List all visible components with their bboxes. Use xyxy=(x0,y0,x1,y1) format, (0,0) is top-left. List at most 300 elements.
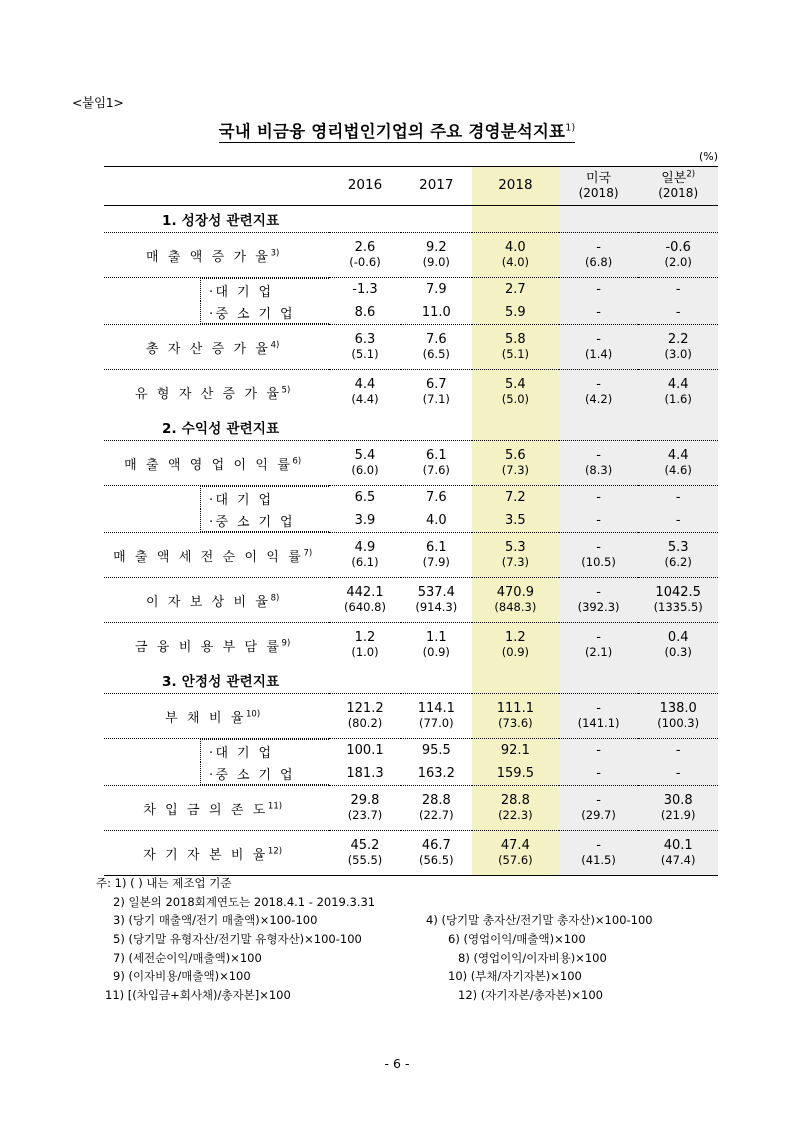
cell-us xyxy=(559,233,639,278)
column-header-sublabel: (2018) xyxy=(658,185,699,200)
cell-value: - xyxy=(596,630,601,646)
cell-y2017 xyxy=(401,533,472,578)
cell-value: 6.7 xyxy=(425,377,447,393)
section-header-spacer xyxy=(559,667,639,694)
section-header-spacer xyxy=(329,206,400,233)
cell-y2016 xyxy=(329,233,400,278)
cell-value: - xyxy=(675,743,681,758)
cell-value-manufacturing: (0.3) xyxy=(664,644,692,659)
cell-y2017 xyxy=(401,831,472,876)
section-header-row xyxy=(104,206,718,233)
cell-value-manufacturing: (4.2) xyxy=(584,391,613,406)
cell-y2017 xyxy=(401,578,472,623)
section-header-spacer xyxy=(472,667,559,694)
footnote-right-text: 8) (영업이익/이자비용)×100 xyxy=(458,950,607,965)
table-subrow xyxy=(104,739,718,763)
column-header-y2018 xyxy=(472,167,559,206)
cell-y2016 xyxy=(329,301,400,325)
cell-value: 6.1 xyxy=(425,540,447,556)
cell-value: - xyxy=(596,701,601,717)
indicators-table-wrap xyxy=(104,166,718,876)
cell-value: 442.1 xyxy=(346,585,384,601)
cell-us xyxy=(559,509,639,533)
cell-y2016 xyxy=(329,441,400,486)
cell-value: 5.3 xyxy=(505,540,526,556)
row-label-superscript: 5) xyxy=(281,385,291,396)
row-label-text: 차 입 금 의 존 도 xyxy=(143,802,268,818)
cell-value: 5.9 xyxy=(505,305,526,320)
cell-value-manufacturing: (21.9) xyxy=(660,807,696,822)
cell-value-manufacturing: (0.9) xyxy=(422,644,450,659)
cell-y2018 xyxy=(472,486,559,510)
column-header-label: 미국 xyxy=(586,171,612,186)
footnote-line xyxy=(96,949,746,968)
row-label-superscript: 8) xyxy=(270,593,280,604)
row-sublabel-box: ·대 기 업 xyxy=(200,486,329,509)
cell-value: - xyxy=(596,448,601,464)
cell-value: - xyxy=(596,838,601,854)
cell-value-manufacturing: (29.7) xyxy=(581,807,616,822)
footnote-left-text: 5) (당기말 유형자산/전기말 유형자산)×100-100 xyxy=(113,931,362,946)
cell-value: 3.9 xyxy=(354,513,376,528)
cell-value: - xyxy=(596,240,601,256)
unit-label: (%) xyxy=(698,150,718,163)
cell-value: 4.0 xyxy=(425,513,447,528)
row-label-text: 매 출 액 영 업 이 익 률 xyxy=(124,457,293,473)
cell-value: 159.5 xyxy=(496,766,534,781)
cell-jp xyxy=(638,533,718,578)
section-header-label: 1. 성장성 관련지표 xyxy=(104,206,329,233)
cell-jp xyxy=(638,694,718,739)
row-label-text: 이 자 보 상 비 율 xyxy=(145,594,271,610)
cell-value: 2.7 xyxy=(505,282,526,297)
row-label-superscript: 4) xyxy=(270,340,280,351)
cell-value-manufacturing: (73.6) xyxy=(498,715,533,730)
table-row xyxy=(104,533,718,578)
row-label-superscript: 11) xyxy=(267,801,283,812)
cell-value: 4.4 xyxy=(667,448,689,464)
footnote-right-text: 6) (영업이익/매출액)×100 xyxy=(448,931,586,946)
cell-value: - xyxy=(596,793,601,809)
cell-value: 29.8 xyxy=(350,793,380,809)
cell-value-manufacturing: (6.5) xyxy=(422,346,450,361)
column-header-label: 2017 xyxy=(419,177,454,194)
cell-y2018 xyxy=(472,301,559,325)
cell-y2017 xyxy=(401,370,472,415)
cell-value-manufacturing: (56.5) xyxy=(419,852,454,867)
cell-y2018 xyxy=(472,509,559,533)
row-label-text: 금 융 비 용 부 담 률 xyxy=(135,639,282,655)
cell-value: - xyxy=(596,585,601,601)
page-number: - 6 - xyxy=(384,1056,410,1071)
cell-y2018 xyxy=(472,831,559,876)
cell-jp xyxy=(638,278,718,302)
cell-jp xyxy=(638,786,718,831)
cell-y2017 xyxy=(401,762,472,786)
column-header-label: 일본 xyxy=(661,171,687,186)
cell-value: 5.6 xyxy=(505,448,526,464)
column-header-label: 2018 xyxy=(498,177,533,194)
cell-value-manufacturing: (1.6) xyxy=(664,391,692,406)
cell-value: 5.8 xyxy=(505,332,526,348)
cell-y2016 xyxy=(329,370,400,415)
cell-us xyxy=(559,325,639,370)
cell-y2017 xyxy=(401,441,472,486)
cell-value-manufacturing: (5.0) xyxy=(501,391,529,406)
column-header-superscript: 2) xyxy=(686,169,696,180)
cell-value: 470.9 xyxy=(496,585,534,601)
cell-y2016 xyxy=(329,486,400,510)
cell-value: 163.2 xyxy=(417,766,455,781)
table-header-row xyxy=(104,167,718,206)
row-sublabel xyxy=(104,278,329,302)
footnote-left-text: 9) (이자비용/매출액)×100 xyxy=(113,969,251,984)
cell-value-manufacturing: (-0.6) xyxy=(349,254,381,269)
cell-value: 95.5 xyxy=(421,743,451,758)
cell-y2018 xyxy=(472,694,559,739)
row-sublabel xyxy=(104,739,329,763)
cell-y2018 xyxy=(472,739,559,763)
cell-value: 138.0 xyxy=(659,701,697,717)
cell-y2016 xyxy=(329,786,400,831)
row-sublabel-box: ·대 기 업 xyxy=(200,739,329,762)
cell-value: 45.2 xyxy=(350,838,380,854)
table-row xyxy=(104,694,718,739)
cell-y2016 xyxy=(329,533,400,578)
cell-value-manufacturing: (77.0) xyxy=(419,715,454,730)
cell-value-manufacturing: (1.0) xyxy=(351,644,379,659)
cell-value-manufacturing: (57.6) xyxy=(498,852,533,867)
cell-value: -1.3 xyxy=(352,282,378,297)
cell-value-manufacturing: (1335.5) xyxy=(653,599,703,614)
cell-value: 114.1 xyxy=(417,701,455,717)
cell-y2017 xyxy=(401,623,472,668)
cell-value: - xyxy=(596,540,601,556)
cell-value: 28.8 xyxy=(421,793,451,809)
cell-value-manufacturing: (9.0) xyxy=(422,254,450,269)
cell-us xyxy=(559,739,639,763)
column-header-jp xyxy=(638,167,718,206)
table-row xyxy=(104,623,718,668)
cell-y2017 xyxy=(401,739,472,763)
cell-value: 2.2 xyxy=(667,332,689,348)
table-corner-cell xyxy=(104,167,329,206)
section-header-row xyxy=(104,414,718,441)
cell-value-manufacturing: (6.0) xyxy=(351,462,379,477)
cell-y2016 xyxy=(329,762,400,786)
cell-jp xyxy=(638,325,718,370)
table-subrow xyxy=(104,509,718,533)
cell-y2017 xyxy=(401,233,472,278)
cell-y2016 xyxy=(329,578,400,623)
row-label xyxy=(104,694,329,739)
cell-value: 92.1 xyxy=(500,743,530,758)
cell-us xyxy=(559,441,639,486)
attachment-tag: <붙임1> xyxy=(72,95,124,110)
row-label xyxy=(104,623,329,668)
cell-y2018 xyxy=(472,762,559,786)
cell-y2016 xyxy=(329,325,400,370)
cell-value-manufacturing: (0.9) xyxy=(501,644,529,659)
row-label-superscript: 6) xyxy=(292,456,302,467)
table-row xyxy=(104,325,718,370)
cell-y2017 xyxy=(401,509,472,533)
cell-value: - xyxy=(596,513,601,528)
cell-value-manufacturing: (47.4) xyxy=(660,852,696,867)
cell-value: - xyxy=(596,377,601,393)
cell-jp xyxy=(638,623,718,668)
cell-value: 1.2 xyxy=(505,630,526,646)
row-sublabel-box: ·중 소 기 업 xyxy=(200,301,329,324)
cell-value-manufacturing: (848.3) xyxy=(494,599,537,614)
footnote-line xyxy=(96,930,746,949)
cell-value-manufacturing: (2.0) xyxy=(664,254,692,269)
table-subrow xyxy=(104,762,718,786)
cell-value: - xyxy=(596,282,601,297)
table-row xyxy=(104,578,718,623)
cell-value: 3.5 xyxy=(505,513,526,528)
section-header-spacer xyxy=(472,206,559,233)
row-sublabel xyxy=(104,301,329,325)
cell-value-manufacturing: (23.7) xyxy=(347,807,383,822)
cell-y2017 xyxy=(401,786,472,831)
cell-jp xyxy=(638,370,718,415)
cell-value-manufacturing: (7.3) xyxy=(501,462,529,477)
section-header-spacer xyxy=(401,667,472,694)
cell-value-manufacturing: (2.1) xyxy=(584,644,613,659)
cell-y2018 xyxy=(472,623,559,668)
cell-value-manufacturing: (6.1) xyxy=(351,554,379,569)
row-label-superscript: 10) xyxy=(246,709,261,720)
cell-value-manufacturing: (7.3) xyxy=(501,554,529,569)
cell-y2018 xyxy=(472,578,559,623)
footnote-right-text: 10) (부채/자기자본)×100 xyxy=(448,969,582,984)
cell-value-manufacturing: (5.1) xyxy=(501,346,529,361)
table-row xyxy=(104,831,718,876)
cell-us xyxy=(559,831,639,876)
row-label-text: 총 자 산 증 가 율 xyxy=(145,341,271,357)
cell-value: 7.2 xyxy=(505,490,526,505)
cell-value: - xyxy=(675,766,681,781)
row-sublabel-box: ·중 소 기 업 xyxy=(200,509,329,532)
cell-value-manufacturing: (392.3) xyxy=(577,599,620,614)
section-header-spacer xyxy=(472,414,559,441)
cell-us xyxy=(559,694,639,739)
cell-jp xyxy=(638,831,718,876)
footnotes xyxy=(96,874,746,1004)
row-label-superscript: 12) xyxy=(267,846,283,857)
page-title-text: 국내 비금융 영리법인기업의 주요 경영분석지표 xyxy=(218,122,566,141)
cell-jp xyxy=(638,739,718,763)
column-header-y2017 xyxy=(401,167,472,206)
cell-value-manufacturing: (22.7) xyxy=(419,807,454,822)
row-label xyxy=(104,325,329,370)
cell-value: 7.9 xyxy=(425,282,447,297)
row-label-superscript: 7) xyxy=(303,548,313,559)
section-header-spacer xyxy=(638,414,718,441)
cell-y2018 xyxy=(472,786,559,831)
footnote-left-text: 주: 1) ( ) 내는 제조업 기준 xyxy=(96,876,232,890)
cell-y2017 xyxy=(401,325,472,370)
section-header-spacer xyxy=(638,206,718,233)
row-label xyxy=(104,578,329,623)
cell-value: 47.4 xyxy=(500,838,530,854)
cell-y2017 xyxy=(401,301,472,325)
cell-value-manufacturing: (914.3) xyxy=(415,599,458,614)
cell-value: 4.4 xyxy=(354,377,376,393)
row-label-text: 부 채 비 율 xyxy=(165,710,247,726)
footnote-line xyxy=(96,911,746,930)
cell-us xyxy=(559,278,639,302)
cell-value-manufacturing: (1.4) xyxy=(584,346,613,361)
cell-y2018 xyxy=(472,370,559,415)
row-label-superscript: 9) xyxy=(281,638,291,649)
cell-value-manufacturing: (141.1) xyxy=(577,715,620,730)
cell-us xyxy=(559,623,639,668)
cell-value: 6.1 xyxy=(425,448,447,464)
row-label xyxy=(104,831,329,876)
cell-value: 11.0 xyxy=(421,305,451,320)
cell-value-manufacturing: (640.8) xyxy=(344,599,386,614)
row-sublabel xyxy=(104,486,329,510)
row-sublabel xyxy=(104,509,329,533)
cell-value: 100.1 xyxy=(346,743,384,758)
page-title xyxy=(0,118,794,142)
cell-jp xyxy=(638,762,718,786)
section-header-spacer xyxy=(401,414,472,441)
cell-us xyxy=(559,762,639,786)
footnote-right-text: 12) (자기자본/총자본)×100 xyxy=(458,987,603,1002)
table-subrow xyxy=(104,486,718,510)
row-label xyxy=(104,786,329,831)
column-header-us xyxy=(559,167,639,206)
row-label-superscript: 3) xyxy=(270,248,280,259)
cell-y2018 xyxy=(472,325,559,370)
cell-value-manufacturing: (6.2) xyxy=(664,554,692,569)
section-header-label: 3. 안정성 관련지표 xyxy=(104,667,329,694)
cell-value-manufacturing: (22.3) xyxy=(498,807,533,822)
cell-y2018 xyxy=(472,233,559,278)
cell-y2016 xyxy=(329,831,400,876)
cell-us xyxy=(559,578,639,623)
cell-value: 5.4 xyxy=(354,448,376,464)
row-label-text: 유 형 자 산 증 가 율 xyxy=(135,386,282,402)
cell-jp xyxy=(638,441,718,486)
row-label xyxy=(104,233,329,278)
row-label-text: 매 출 액 세 전 순 이 익 률 xyxy=(113,549,304,565)
cell-value: 4.9 xyxy=(354,540,376,556)
cell-value-manufacturing: (8.3) xyxy=(584,462,613,477)
cell-jp xyxy=(638,578,718,623)
cell-us xyxy=(559,301,639,325)
column-header-sublabel: (2018) xyxy=(578,185,619,200)
cell-us xyxy=(559,486,639,510)
cell-value-manufacturing: (55.5) xyxy=(347,852,383,867)
row-sublabel-box: ·중 소 기 업 xyxy=(200,762,329,785)
cell-value: - xyxy=(675,490,681,505)
cell-value: 7.6 xyxy=(425,332,447,348)
cell-y2016 xyxy=(329,509,400,533)
section-header-row xyxy=(104,667,718,694)
cell-value: 0.4 xyxy=(667,630,689,646)
cell-y2016 xyxy=(329,694,400,739)
section-header-spacer xyxy=(638,667,718,694)
cell-us xyxy=(559,370,639,415)
cell-value-manufacturing: (3.0) xyxy=(664,346,692,361)
cell-value: 121.2 xyxy=(346,701,384,717)
table-subrow xyxy=(104,301,718,325)
cell-value: - xyxy=(596,305,601,320)
footnote-line xyxy=(96,874,746,893)
row-label xyxy=(104,533,329,578)
cell-value: 4.0 xyxy=(505,240,526,256)
section-header-spacer xyxy=(329,414,400,441)
cell-value: -0.6 xyxy=(665,240,691,256)
cell-y2018 xyxy=(472,278,559,302)
cell-value: 1.2 xyxy=(354,630,376,646)
cell-value: - xyxy=(596,332,601,348)
row-label-text: 자 기 자 본 비 율 xyxy=(143,847,268,863)
row-label xyxy=(104,370,329,415)
cell-value-manufacturing: (6.8) xyxy=(584,254,613,269)
table-row xyxy=(104,370,718,415)
row-sublabel-box: ·대 기 업 xyxy=(200,278,329,301)
cell-value: 6.3 xyxy=(354,332,376,348)
cell-value: - xyxy=(675,282,681,297)
cell-value-manufacturing: (41.5) xyxy=(581,852,616,867)
cell-value: 5.3 xyxy=(667,540,689,556)
footnote-line xyxy=(96,986,746,1005)
footnote-line xyxy=(96,893,746,912)
cell-value-manufacturing: (7.1) xyxy=(422,391,450,406)
cell-value: 181.3 xyxy=(346,766,384,781)
cell-value-manufacturing: (10.5) xyxy=(581,554,616,569)
column-header-y2016 xyxy=(329,167,400,206)
section-header-spacer xyxy=(329,667,400,694)
cell-y2018 xyxy=(472,441,559,486)
footnote-left-text: 7) (세전순이익/매출액)×100 xyxy=(113,950,262,965)
cell-value: - xyxy=(596,766,601,781)
cell-value: 28.8 xyxy=(500,793,530,809)
cell-jp xyxy=(638,486,718,510)
row-label xyxy=(104,441,329,486)
cell-y2016 xyxy=(329,278,400,302)
cell-value-manufacturing: (4.6) xyxy=(664,462,692,477)
cell-y2017 xyxy=(401,278,472,302)
cell-value: 46.7 xyxy=(421,838,451,854)
cell-value: 6.5 xyxy=(354,490,376,505)
cell-value: 1.1 xyxy=(425,630,447,646)
column-header-label: 2016 xyxy=(347,177,383,194)
cell-value: - xyxy=(596,743,601,758)
cell-value-manufacturing: (7.6) xyxy=(422,462,450,477)
page-title-superscript: 1) xyxy=(565,122,576,134)
footnote-line xyxy=(96,967,746,986)
section-header-label: 2. 수익성 관련지표 xyxy=(104,414,329,441)
table-row xyxy=(104,441,718,486)
table-row xyxy=(104,233,718,278)
cell-y2016 xyxy=(329,623,400,668)
footnote-left-text: 2) 일본의 2018회계연도는 2018.4.1 - 2019.3.31 xyxy=(113,894,376,909)
cell-value: 8.6 xyxy=(354,305,376,320)
cell-value: 1042.5 xyxy=(655,585,701,601)
cell-y2018 xyxy=(472,533,559,578)
table-row xyxy=(104,786,718,831)
section-header-spacer xyxy=(559,206,639,233)
cell-us xyxy=(559,786,639,831)
cell-value-manufacturing: (80.2) xyxy=(347,715,383,730)
cell-y2017 xyxy=(401,486,472,510)
